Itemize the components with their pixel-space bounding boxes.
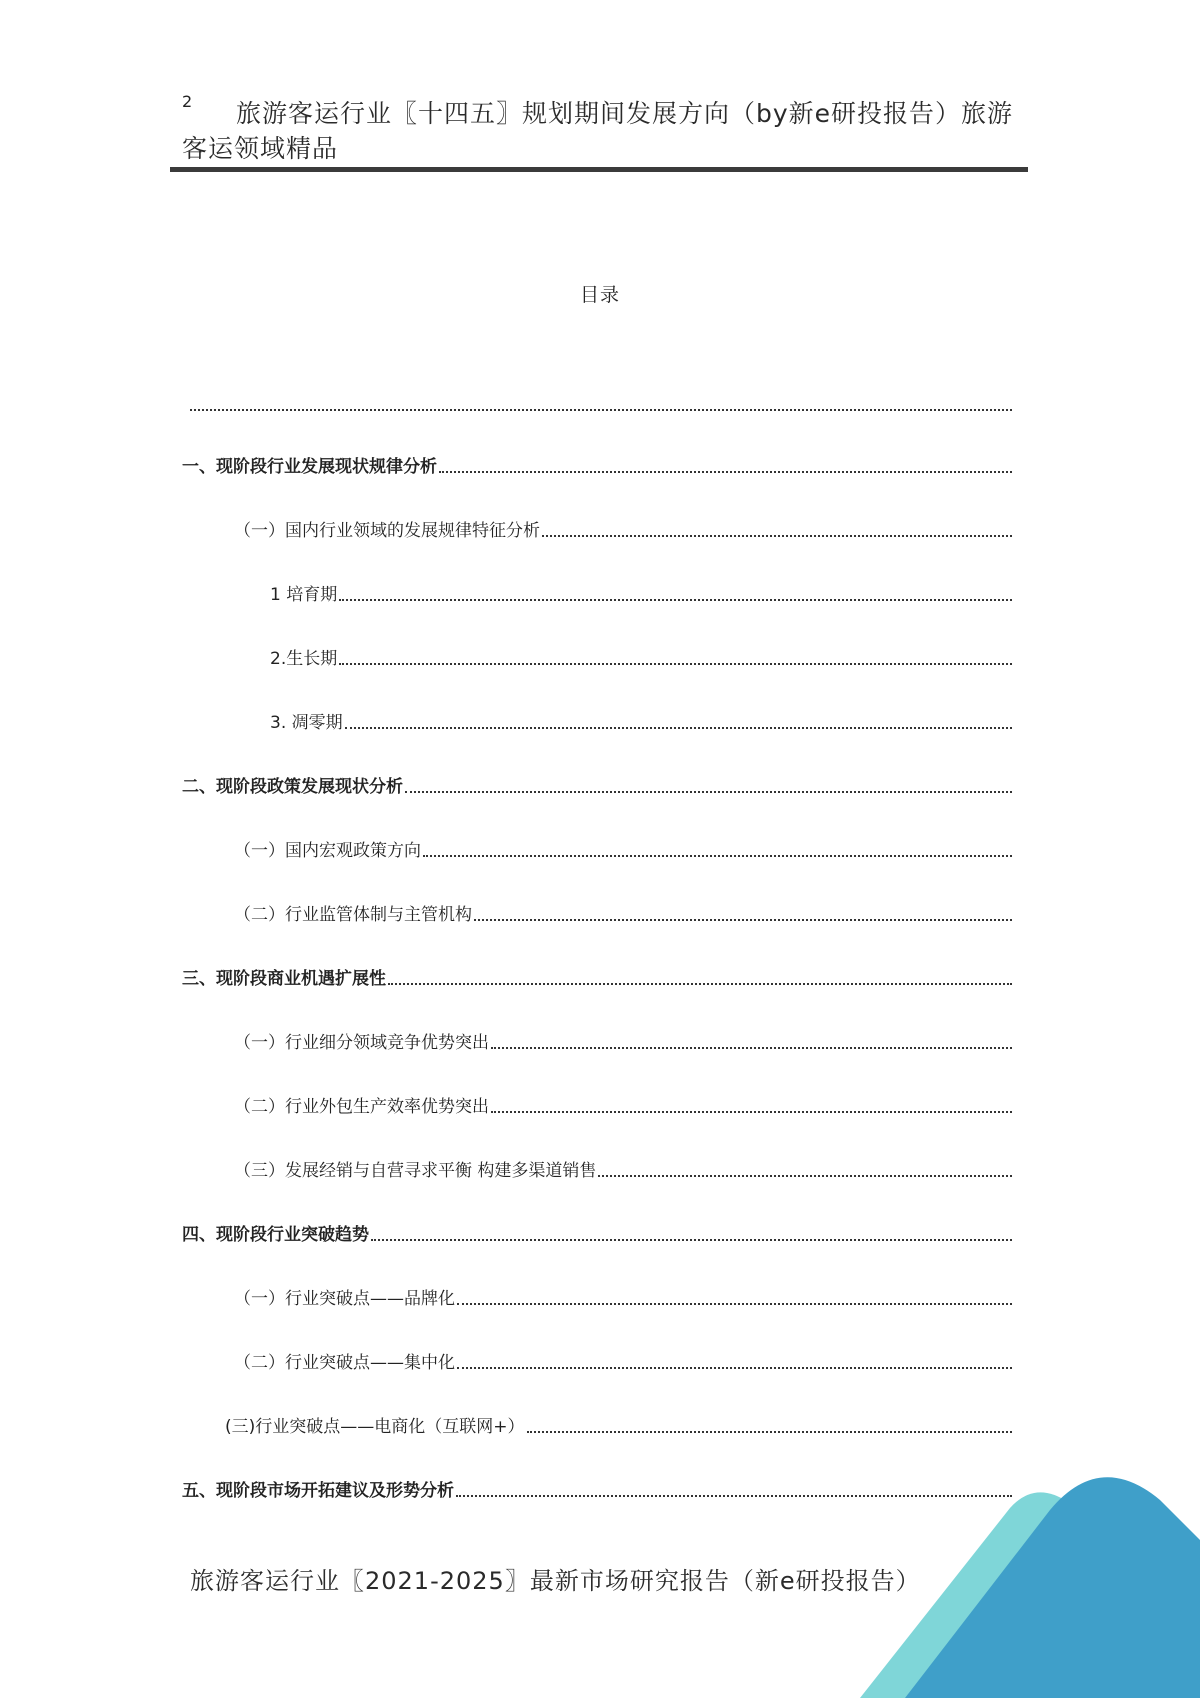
toc-entry-label: 二、现阶段政策发展现状分析 [182, 777, 403, 797]
toc-entry-section-1-1-3[interactable] [270, 705, 1012, 733]
toc-entry-section-3[interactable] [182, 961, 1012, 989]
footer-title: 旅游客运行业〖2021-2025〗最新市场研究报告（新e研投报告） [190, 1567, 921, 1595]
toc-entry-section-3-2[interactable] [234, 1089, 1012, 1117]
toc-entry-label: 三、现阶段商业机遇扩展性 [182, 969, 386, 989]
toc-dot-leader [388, 982, 1012, 985]
toc-entry-section-2-2[interactable] [234, 897, 1012, 925]
toc-entry-label: 一、现阶段行业发展现状规律分析 [182, 457, 437, 477]
toc-entry-label: 3. 凋零期 [270, 713, 343, 733]
toc-entry-label: （一）行业突破点——品牌化 [234, 1289, 455, 1309]
toc-dot-leader [474, 918, 1012, 921]
header-rule [170, 167, 1028, 172]
header-title: 旅游客运行业〖十四五〗规划期间发展方向（by新e研投报告）旅游客运领域精品 [182, 99, 1014, 163]
toc-heading: 目录 [579, 284, 620, 306]
toc-entry-section-1-1[interactable] [234, 513, 1012, 541]
toc-dot-leader [439, 470, 1012, 473]
toc-dot-leader [339, 662, 1012, 665]
toc-dot-leader [190, 408, 1012, 411]
toc-dot-leader [457, 1302, 1012, 1305]
toc-dot-leader [527, 1430, 1012, 1433]
toc-dot-leader [491, 1110, 1012, 1113]
toc-dot-leader [457, 1366, 1012, 1369]
toc-entry-section-4[interactable] [182, 1217, 1012, 1245]
toc-dot-leader [405, 790, 1012, 793]
toc-entry-section-4-1[interactable] [234, 1281, 1012, 1309]
toc-entry-section-4-2[interactable] [234, 1345, 1012, 1373]
toc-entry-label: 四、现阶段行业突破趋势 [182, 1225, 369, 1245]
toc-entry-section-4-3[interactable] [225, 1409, 1012, 1437]
toc-entry-leader-only[interactable] [188, 387, 1012, 415]
toc-dot-leader [491, 1046, 1012, 1049]
toc-entry-section-1-1-1[interactable] [270, 577, 1012, 605]
toc-entry-section-3-1[interactable] [234, 1025, 1012, 1053]
toc-dot-leader [345, 726, 1012, 729]
toc-entry-section-1-1-2[interactable] [270, 641, 1012, 669]
page-number: 2 [182, 92, 193, 111]
toc-dot-leader [542, 534, 1012, 537]
toc-entry-label: 五、现阶段市场开拓建议及形势分析 [182, 1481, 454, 1501]
toc-dot-leader [598, 1174, 1012, 1177]
toc-dot-leader [371, 1238, 1012, 1241]
toc-entry-label: （三）发展经销与自营寻求平衡 构建多渠道销售 [234, 1161, 597, 1181]
toc-dot-leader [339, 598, 1012, 601]
toc-entry-label: 1 培育期 [270, 585, 338, 605]
toc-entry-section-2-1[interactable] [234, 833, 1012, 861]
toc-entry-label: （二）行业监管体制与主管机构 [234, 905, 472, 925]
toc-entry-section-1[interactable] [182, 449, 1012, 477]
toc-entry-label: （一）行业细分领域竞争优势突出 [234, 1033, 489, 1053]
toc-entry-section-3-3[interactable] [234, 1153, 1012, 1181]
toc-entry-label: （二）行业外包生产效率优势突出 [234, 1097, 489, 1117]
toc-entry-label: （一）国内宏观政策方向 [234, 841, 421, 861]
toc-entry-label: （二）行业突破点——集中化 [234, 1353, 455, 1373]
toc-entry-label: 2.生长期 [270, 649, 338, 669]
toc-entry-label: (三)行业突破点——电商化（互联网+） [225, 1417, 525, 1437]
toc-dot-leader [423, 854, 1012, 857]
toc-entry-section-2[interactable] [182, 769, 1012, 797]
toc-entry-label: （一）国内行业领域的发展规律特征分析 [234, 521, 540, 541]
